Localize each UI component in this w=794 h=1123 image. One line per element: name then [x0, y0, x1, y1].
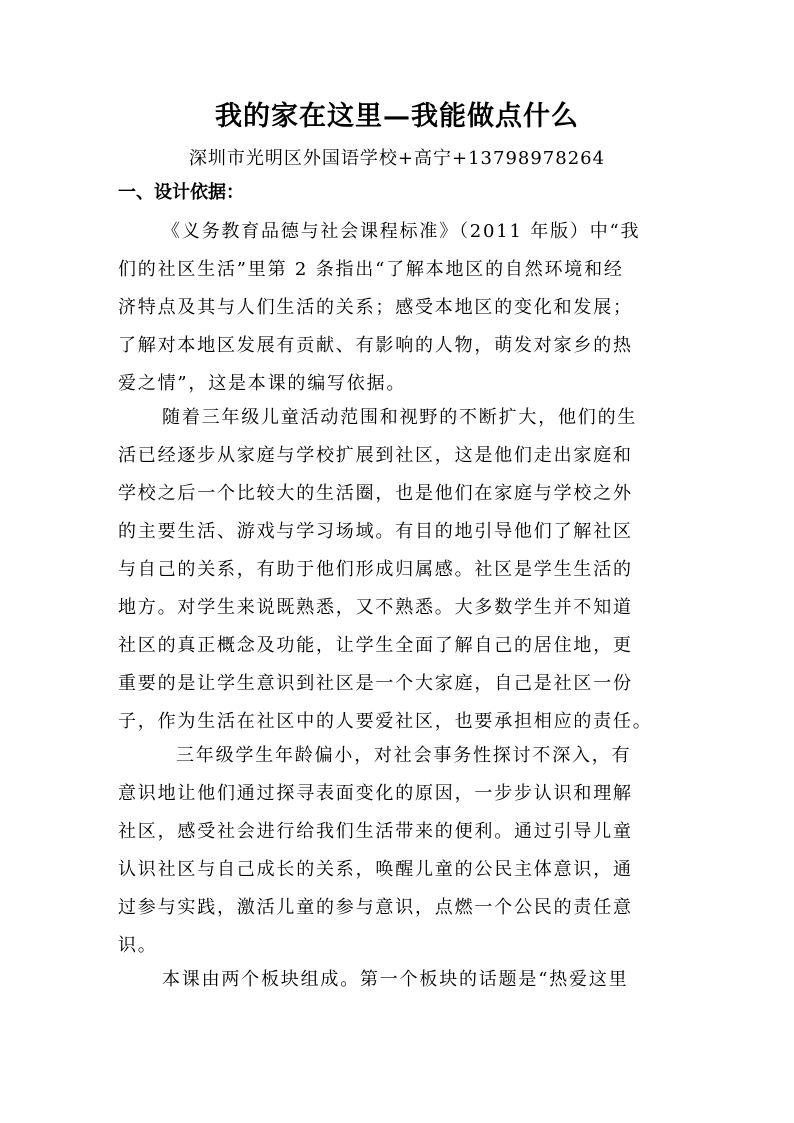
paragraph-3-line-4: 认识社区与自己成长的关系，唤醒儿童的公民主体意识，通	[118, 859, 633, 880]
paragraph-3-line-3: 社区，感受社会进行给我们生活带来的便利。通过引导儿童	[118, 821, 633, 842]
section-heading: 一、设计依据：	[118, 182, 244, 203]
paragraph-1-line-3: 济特点及其与人们生活的关系；感受本地区的变化和发展；	[118, 297, 633, 318]
paragraph-4-line-1: 本课由两个板块组成。第一个板块的话题是“热爱这里	[162, 969, 629, 990]
paragraph-2-line-5: 与自己的关系，有助于他们形成归属感。社区是学生生活的	[118, 559, 633, 580]
paragraph-2-line-9: 子，作为生活在社区中的人要爱社区，也要承担相应的责任。	[118, 711, 653, 732]
paragraph-3-line-2: 意识地让他们通过探寻表面变化的原因，一步步认识和理解	[118, 783, 633, 804]
paragraph-1-line-4: 了解对本地区发展有贡献、有影响的人物，萌发对家乡的热	[118, 335, 633, 356]
paragraph-3-line-6: 识。	[118, 935, 158, 956]
paragraph-2-line-6: 地方。对学生来说既熟悉，又不熟悉。大多数学生并不知道	[118, 597, 633, 618]
document-title: 我的家在这里—我能做点什么	[215, 101, 579, 132]
paragraph-2-line-3: 学校之后一个比较大的生活圈，也是他们在家庭与学校之外	[118, 483, 633, 504]
author-line: 深圳市光明区外国语学校+高宁+13798978264	[188, 148, 606, 169]
paragraph-2-line-1: 随着三年级儿童活动范围和视野的不断扩大，他们的生	[162, 407, 638, 428]
paragraph-2-line-2: 活已经逐步从家庭与学校扩展到社区，这是他们走出家庭和	[118, 445, 633, 466]
paragraph-1-line-1: 《义务教育品德与社会课程标准》（2011 年版）中“我	[162, 221, 641, 242]
paragraph-1-line-5: 爱之情”，这是本课的编写依据。	[118, 373, 407, 394]
paragraph-3-line-1: 三年级学生年龄偏小，对社会事务性探讨不深入，有	[176, 745, 632, 766]
paragraph-2-line-4: 的主要生活、游戏与学习场域。有目的地引导他们了解社区	[118, 521, 633, 542]
paragraph-2-line-7: 社区的真正概念及功能，让学生全面了解自己的居住地，更	[118, 635, 633, 656]
paragraph-1-line-2: 们的社区生活”里第 2 条指出“了解本地区的自然环境和经	[118, 259, 624, 280]
paragraph-2-line-8: 重要的是让学生意识到社区是一个大家庭，自己是社区一份	[118, 673, 633, 694]
paragraph-3-line-5: 过参与实践，激活儿童的参与意识，点燃一个公民的责任意	[118, 897, 633, 918]
